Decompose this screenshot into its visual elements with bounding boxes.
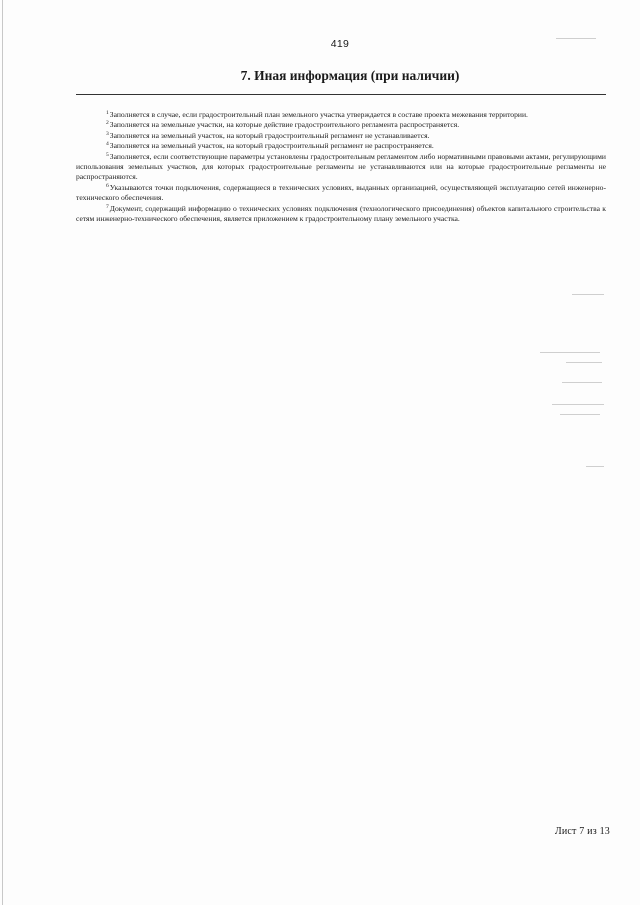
footnote-7 bbox=[76, 204, 606, 225]
scan-artifact bbox=[540, 352, 600, 353]
footnote-3 bbox=[76, 131, 606, 141]
footnote-marker: 7 bbox=[106, 203, 109, 210]
footnote-text: Указываются точки подключения, содержащиеся в технических условиях, выданных организацией, осуществляющей эксплуатацию сетей инженерно-технического обеспечения. bbox=[76, 182, 606, 203]
section-title: 7. Иная информация (при наличии) bbox=[240, 68, 460, 83]
scan-artifact bbox=[562, 382, 602, 383]
footnote-text: Заполняется, если соответствующие параметры установлены градостроительным регламентом либо нормативными правовыми актами, регулирующими использования земельных участков, для которых градостроительные регламенты не устанавливаются или на которые градостроительные регламенты не распространяются. bbox=[76, 151, 606, 182]
footnote-4 bbox=[76, 141, 606, 151]
footnote-6 bbox=[76, 183, 606, 204]
footnote-marker: 6 bbox=[106, 182, 109, 189]
footnotes-block bbox=[76, 110, 606, 224]
scan-artifact bbox=[560, 414, 600, 415]
page-number: 419 bbox=[330, 38, 350, 50]
footnote-text: Заполняется на земельный участок, на который градостроительный регламент не устанавливается. bbox=[109, 130, 430, 140]
scan-left-edge bbox=[2, 0, 3, 905]
footnote-5 bbox=[76, 152, 606, 183]
scan-artifact bbox=[572, 294, 604, 295]
scan-artifact bbox=[556, 38, 596, 39]
footnote-separator-rule bbox=[76, 94, 606, 95]
footnote-marker: 5 bbox=[106, 151, 109, 158]
footnote-marker: 1 bbox=[106, 110, 109, 116]
footnote-text: Заполняется в случае, если градостроительный план земельного участка утверждается в составе проекта межевания территории. bbox=[109, 110, 528, 119]
footnote-marker: 3 bbox=[106, 130, 109, 137]
scan-artifact bbox=[586, 466, 604, 467]
sheet-counter: Лист 7 из 13 bbox=[554, 826, 610, 837]
scan-artifact bbox=[566, 362, 602, 363]
footnote-text: Заполняется на земельный участок, на который градостроительный регламент не распространяется. bbox=[109, 141, 434, 151]
footnote-text: Заполняется на земельные участки, на которые действие градостроительного регламента распространяется. bbox=[109, 120, 460, 130]
footnote-1 bbox=[76, 110, 606, 120]
footnote-marker: 2 bbox=[106, 120, 109, 127]
footnote-text: Документ, содержащий информацию о технических условиях подключения (технологического присоединения) объектов капитального строительства к сетям инженерно-технического обеспечения, является приложением к градостроительному плану земельного участка. bbox=[76, 203, 606, 224]
footnote-marker: 4 bbox=[106, 141, 109, 148]
scan-artifact bbox=[552, 404, 604, 405]
footnote-2 bbox=[76, 120, 606, 130]
